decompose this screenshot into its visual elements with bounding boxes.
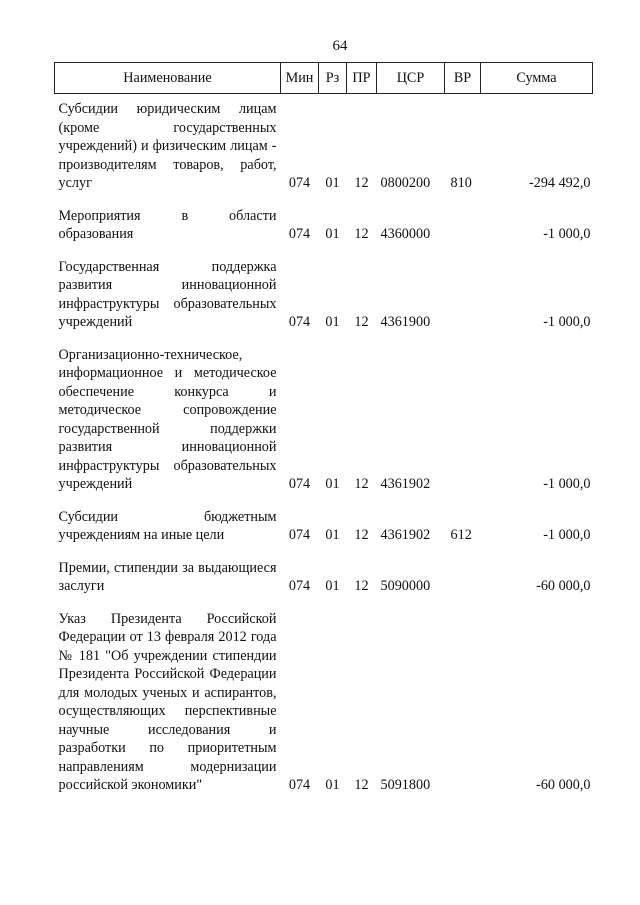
row-min: 074 (288, 476, 311, 492)
header-pr: ПР (347, 63, 377, 94)
header-min: Мин (281, 63, 319, 94)
row-vr: 810 (450, 175, 472, 191)
row-pr: 12 (354, 226, 369, 242)
row-name: Субсидии юридическим лицам (кроме государственных учреждений) и физическим лицам - производителям товаров, работ, услуг (58, 101, 277, 191)
table-row (55, 604, 593, 803)
row-pr: 12 (354, 578, 369, 594)
page-number: 64 (332, 38, 348, 54)
row-csr: 4361900 (380, 314, 431, 330)
row-sum: -1 000,0 (543, 226, 591, 242)
row-min: 074 (288, 578, 311, 594)
header-rz: Рз (319, 63, 347, 94)
table-row (55, 502, 593, 553)
table-row (55, 340, 593, 502)
row-sum: -60 000,0 (536, 777, 591, 793)
row-min: 074 (288, 226, 311, 242)
row-csr: 0800200 (380, 175, 431, 191)
row-pr: 12 (354, 777, 369, 793)
row-sum: -1 000,0 (543, 314, 591, 330)
row-rz: 01 (325, 314, 340, 330)
row-name: Мероприятия в области образования (58, 207, 277, 242)
row-name: Субсидии бюджетным учреждениям на иные цели (58, 508, 277, 543)
row-csr: 4361902 (380, 527, 431, 543)
row-rz: 01 (325, 226, 340, 242)
row-vr (445, 340, 481, 502)
table-row (55, 553, 593, 604)
row-csr: 5091800 (380, 777, 431, 793)
row-sum: -1 000,0 (543, 476, 591, 492)
row-csr: 4360000 (380, 226, 431, 242)
row-pr: 12 (354, 175, 369, 191)
row-rz: 01 (325, 777, 340, 793)
row-pr: 12 (354, 476, 369, 492)
table-row (55, 252, 593, 340)
row-vr: 612 (450, 527, 472, 543)
row-name: Организационно-техническое, информационное и методическое обеспечение конкурса и методическое сопровождение государственной поддержки развития инновационной инфраструктуры образовательных учреждений (58, 346, 277, 492)
budget-table (54, 62, 593, 803)
table-header-row (55, 63, 593, 94)
row-csr: 4361902 (380, 476, 431, 492)
row-rz: 01 (325, 578, 340, 594)
row-name: Премии, стипендии за выдающиеся заслуги (58, 559, 277, 594)
row-csr: 5090000 (380, 578, 431, 594)
row-vr (445, 553, 481, 604)
header-csr: ЦСР (377, 63, 445, 94)
row-min: 074 (288, 314, 311, 330)
row-min: 074 (288, 175, 311, 191)
row-rz: 01 (325, 527, 340, 543)
table-row (55, 201, 593, 252)
row-vr (445, 201, 481, 252)
row-vr (445, 252, 481, 340)
row-vr (445, 604, 481, 803)
table-row (55, 94, 593, 201)
row-sum: -1 000,0 (543, 527, 591, 543)
header-name: Наименование (55, 63, 281, 94)
row-name: Государственная поддержка развития инновационной инфраструктуры образовательных учреждений (58, 258, 277, 330)
row-min: 074 (288, 527, 311, 543)
header-sum: Сумма (481, 63, 593, 94)
row-sum: -60 000,0 (536, 578, 591, 594)
row-pr: 12 (354, 527, 369, 543)
row-rz: 01 (325, 476, 340, 492)
row-sum: -294 492,0 (529, 175, 591, 191)
header-vr: ВР (445, 63, 481, 94)
row-pr: 12 (354, 314, 369, 330)
row-min: 074 (288, 777, 311, 793)
row-name: Указ Президента Российской Федерации от 13 февраля 2012 года № 181 "Об учреждении стипендии Президента Российской Федерации для молодых ученых и аспирантов, осуществляющих перспективные научные исследования и разработки по приоритетным направлениям модернизации российской экономики" (58, 610, 277, 793)
row-rz: 01 (325, 175, 340, 191)
